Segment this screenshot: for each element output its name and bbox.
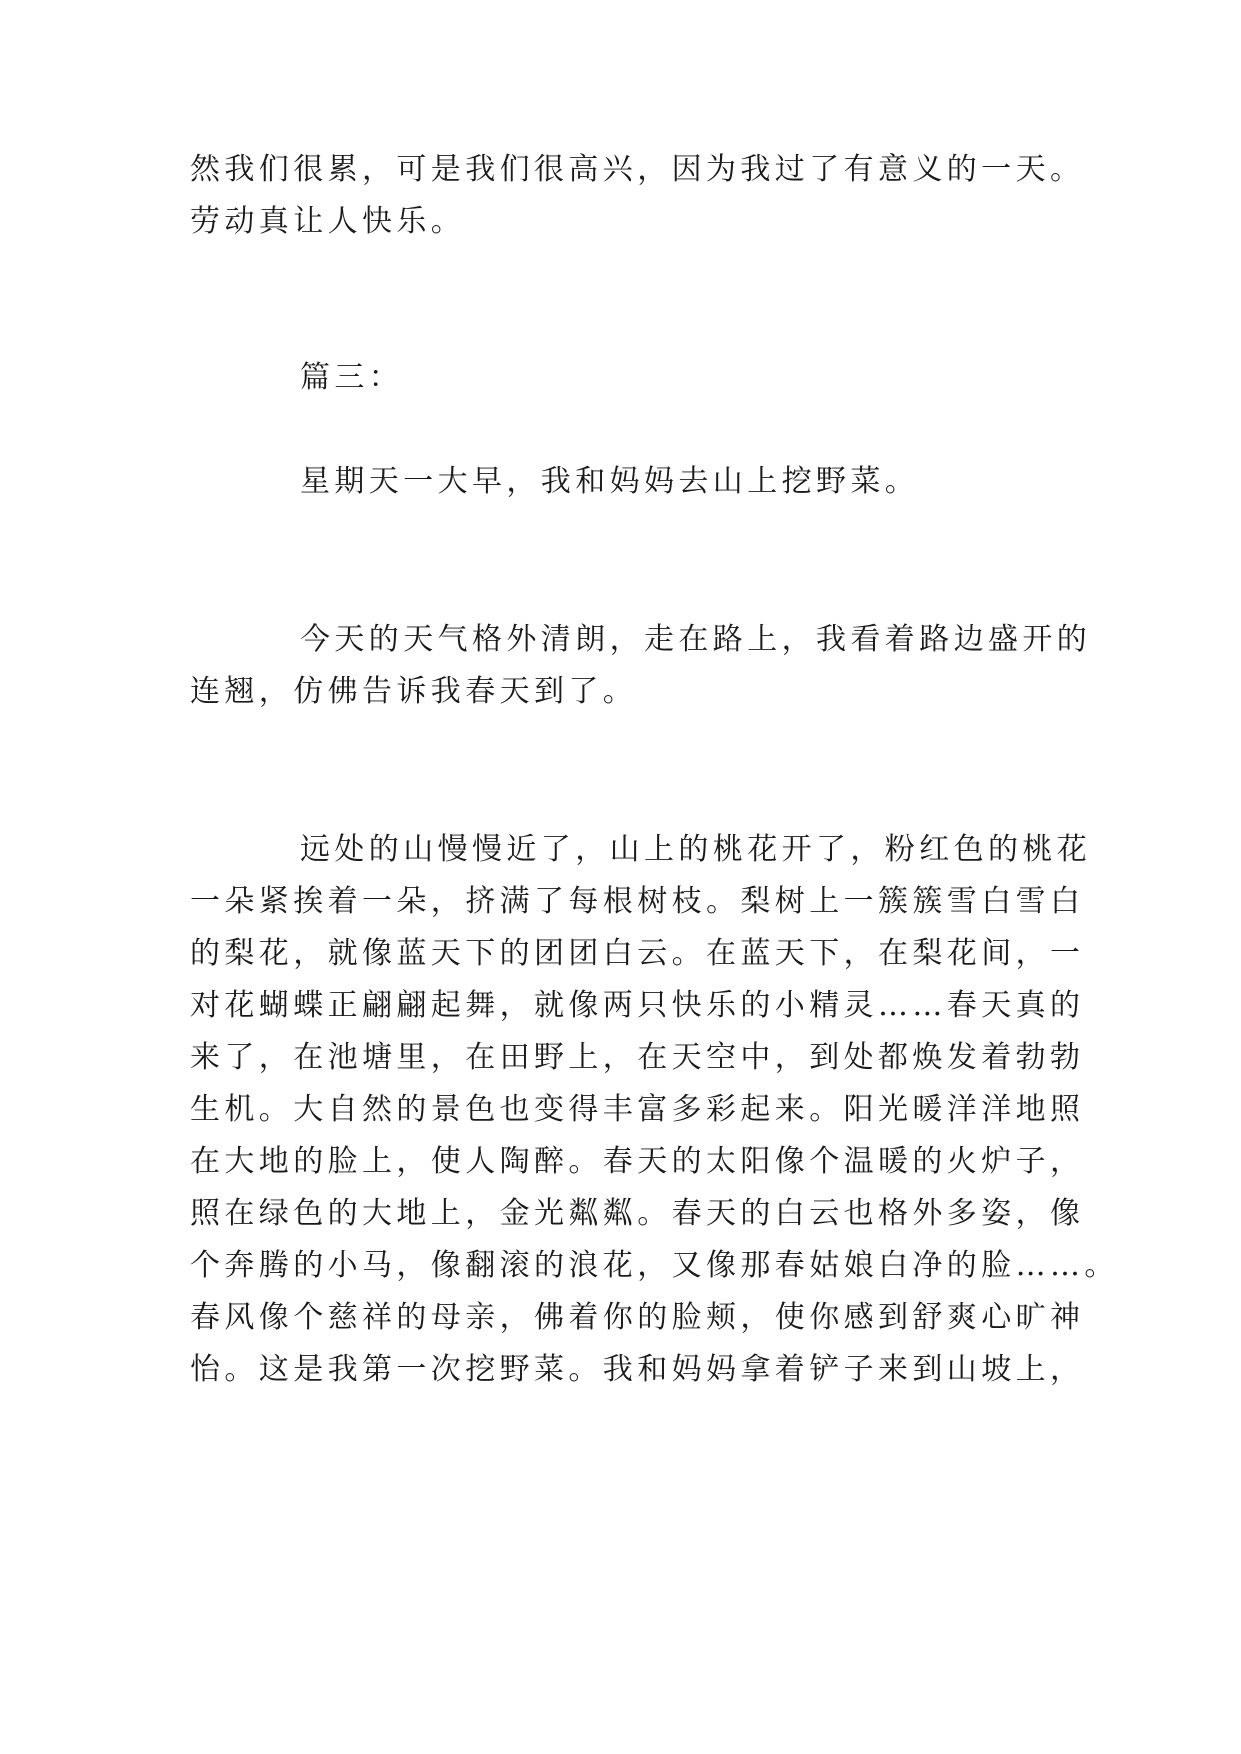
- paragraph-2-line-1: 星期天一大早，我和妈妈去山上挖野菜。: [300, 464, 920, 499]
- paragraph-3-line-1: 今天的天气格外清朗，走在路上，我看着路边盛开的: [300, 622, 1092, 657]
- paragraph-4-line-4: 对花蝴蝶正翩翩起舞，就像两只快乐的小精灵……春天真的: [190, 988, 1085, 1023]
- paragraph-4-line-9: 个奔腾的小马，像翻滚的浪花，又像那春姑娘白净的脸……。: [190, 1248, 1119, 1283]
- paragraph-4-line-8: 照在绿色的大地上，金光粼粼。春天的白云也格外多姿，像: [190, 1196, 1085, 1231]
- paragraph-1-line-2: 劳动真让人快乐。: [190, 204, 466, 239]
- paragraph-1-line-1: 然我们很累，可是我们很高兴，因为我过了有意义的一天。: [190, 152, 1085, 187]
- paragraph-4-line-10: 春风像个慈祥的母亲，佛着你的脸颊，使你感到舒爽心旷神: [190, 1300, 1085, 1335]
- paragraph-4-line-6: 生机。大自然的景色也变得丰富多彩起来。阳光暖洋洋地照: [190, 1092, 1085, 1127]
- section-heading: 篇三：: [300, 360, 404, 395]
- paragraph-3-line-2: 连翘，仿佛告诉我春天到了。: [190, 674, 638, 709]
- paragraph-4-line-3: 的梨花，就像蓝天下的团团白云。在蓝天下，在梨花间，一: [190, 936, 1085, 971]
- paragraph-4-line-7: 在大地的脸上，使人陶醉。春天的太阳像个温暖的火炉子，: [190, 1144, 1085, 1179]
- paragraph-4-line-2: 一朵紧挨着一朵，挤满了每根树枝。梨树上一簇簇雪白雪白: [190, 884, 1085, 919]
- paragraph-4-line-1: 远处的山慢慢近了，山上的桃花开了，粉红色的桃花: [300, 832, 1092, 867]
- paragraph-4-line-5: 来了，在池塘里，在田野上，在天空中，到处都焕发着勃勃: [190, 1040, 1085, 1075]
- paragraph-4-line-11: 怡。这是我第一次挖野菜。我和妈妈拿着铲子来到山坡上，: [190, 1352, 1085, 1387]
